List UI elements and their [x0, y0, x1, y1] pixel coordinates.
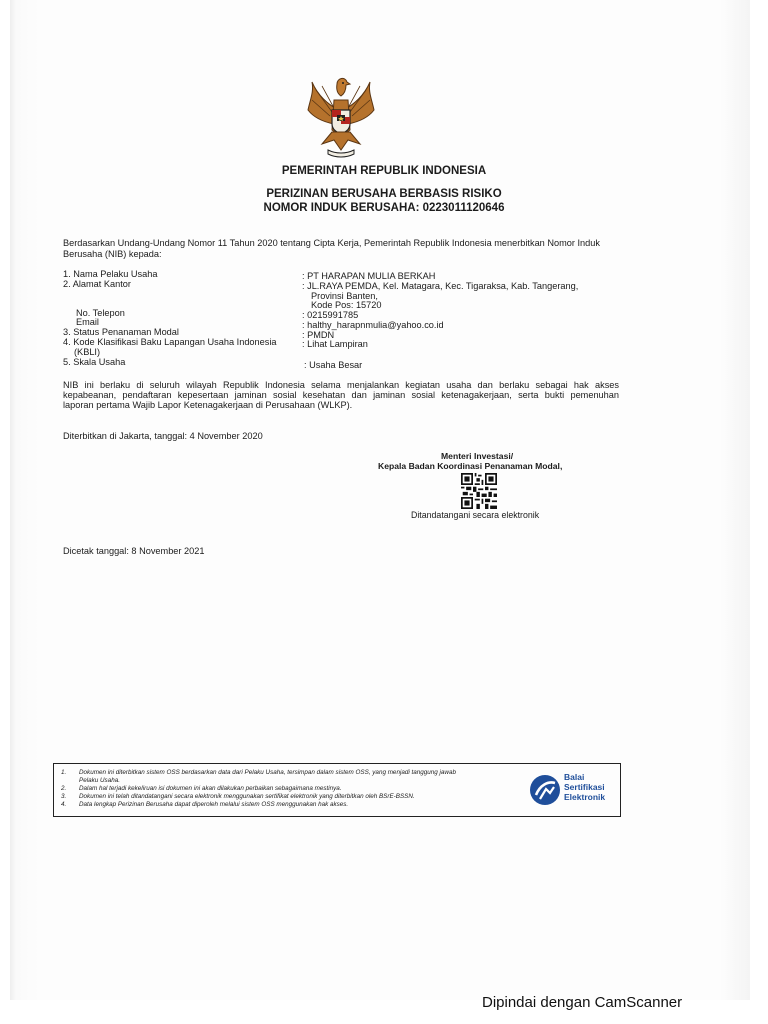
phone-label: No. Telepon	[76, 308, 125, 318]
kbli-value: : Lihat Lampiran	[302, 339, 368, 349]
capital-label: 3. Status Penanaman Modal	[63, 327, 179, 337]
bsre-line-2: Sertifikasi	[564, 782, 605, 792]
address-label: 2. Alamat Kantor	[63, 279, 131, 289]
nib-title: NOMOR INDUK BERUSAHA: 0223011120646	[263, 202, 505, 214]
footnote-number-2: 2.	[61, 785, 67, 792]
scale-label: 5. Skala Usaha	[63, 357, 126, 367]
name-label: 1. Nama Pelaku Usaha	[63, 269, 158, 279]
intro-line-2: Berusaha (NIB) kepada:	[63, 249, 162, 259]
document-page	[10, 0, 750, 1000]
bsre-line-1: Balai	[564, 772, 585, 782]
footnote-number-3: 3.	[61, 793, 67, 800]
capital-value: : PMDN	[302, 330, 335, 340]
footnote-4: Data lengkap Perizinan Berusaha dapat diperoleh melalui sistem OSS menggunakan hak akses.	[79, 801, 349, 808]
address-line-2: Provinsi Banten,	[311, 291, 378, 301]
signer-title-1: Menteri Investasi/	[441, 451, 514, 461]
footnote-1-line-2: Pelaku Usaha.	[79, 777, 120, 784]
footnote-2: Dalam hal terjadi kekeliruan isi dokumen ini akan dilakukan perbaikan sebagaimana mestinya.	[79, 785, 342, 792]
footnote-3: Dokumen ini telah ditandatangani secara elektronik menggunakan sertifikat elektronik yang diterbitkan oleh BSrE-BSSN.	[79, 793, 415, 800]
email-label: Email	[76, 317, 99, 327]
phone-value: : 0215991785	[302, 310, 359, 320]
permit-title: PERIZINAN BERUSAHA BERBASIS RISIKO	[266, 188, 502, 200]
intro-line-1: Berdasarkan Undang-Undang Nomor 11 Tahun 2020 tentang Cipta Kerja, Pemerintah Republik Indonesia menerbitkan Nomor Induk	[63, 238, 600, 248]
garuda-emblem	[304, 70, 378, 160]
printed-date: Dicetak tanggal: 8 November 2021	[63, 546, 205, 556]
signer-title-2: Kepala Badan Koordinasi Penanaman Modal,	[378, 461, 563, 471]
address-line-3: Kode Pos: 15720	[311, 300, 382, 310]
footnote-number-1: 1.	[61, 769, 67, 776]
bsre-logo-icon	[528, 773, 562, 807]
issued-date: Diterbitkan di Jakarta, tanggal: 4 November 2020	[63, 431, 263, 441]
kbli-label-2: (KBLI)	[74, 347, 101, 357]
gov-title: PEMERINTAH REPUBLIK INDONESIA	[281, 165, 487, 177]
qr-code	[461, 473, 497, 509]
validity-line-3: laporan pertama Wajib Lapor Ketenagakerjaan di Perusahaan (WLKP).	[63, 400, 353, 410]
validity-line-2: kepabeanan, pendaftaran kepesertaan jaminan sosial kesehatan dan jaminan sosial ketenagakerjaan, serta bukti pemenuhan	[63, 390, 619, 400]
scale-value: : Usaha Besar	[304, 360, 363, 370]
address-line-1: : JL.RAYA PEMDA, Kel. Matagara, Kec. Tigaraksa, Kab. Tangerang,	[302, 281, 579, 291]
camscanner-watermark: Dipindai dengan CamScanner	[482, 994, 683, 1011]
signed-electronically: Ditandatangani secara elektronik	[411, 510, 540, 520]
kbli-label: 4. Kode Klasifikasi Baku Lapangan Usaha Indonesia	[63, 337, 277, 347]
footnote-1-line-1: Dokumen ini diterbitkan sistem OSS berdasarkan data dari Pelaku Usaha, tersimpan dalam sistem OSS, yang menjadi tanggung jawab	[79, 769, 456, 776]
email-value: : halthy_harapnmulia@yahoo.co.id	[302, 320, 444, 330]
bsre-line-3: Elektronik	[564, 792, 606, 802]
name-value: : PT HARAPAN MULIA BERKAH	[302, 271, 436, 281]
footnote-number-4: 4.	[61, 801, 67, 808]
validity-line-1: NIB ini berlaku di seluruh wilayah Republik Indonesia selama menjalankan kegiatan usaha dan berlaku sebagai hak akses	[63, 380, 619, 390]
footer-notice-box	[53, 763, 621, 817]
